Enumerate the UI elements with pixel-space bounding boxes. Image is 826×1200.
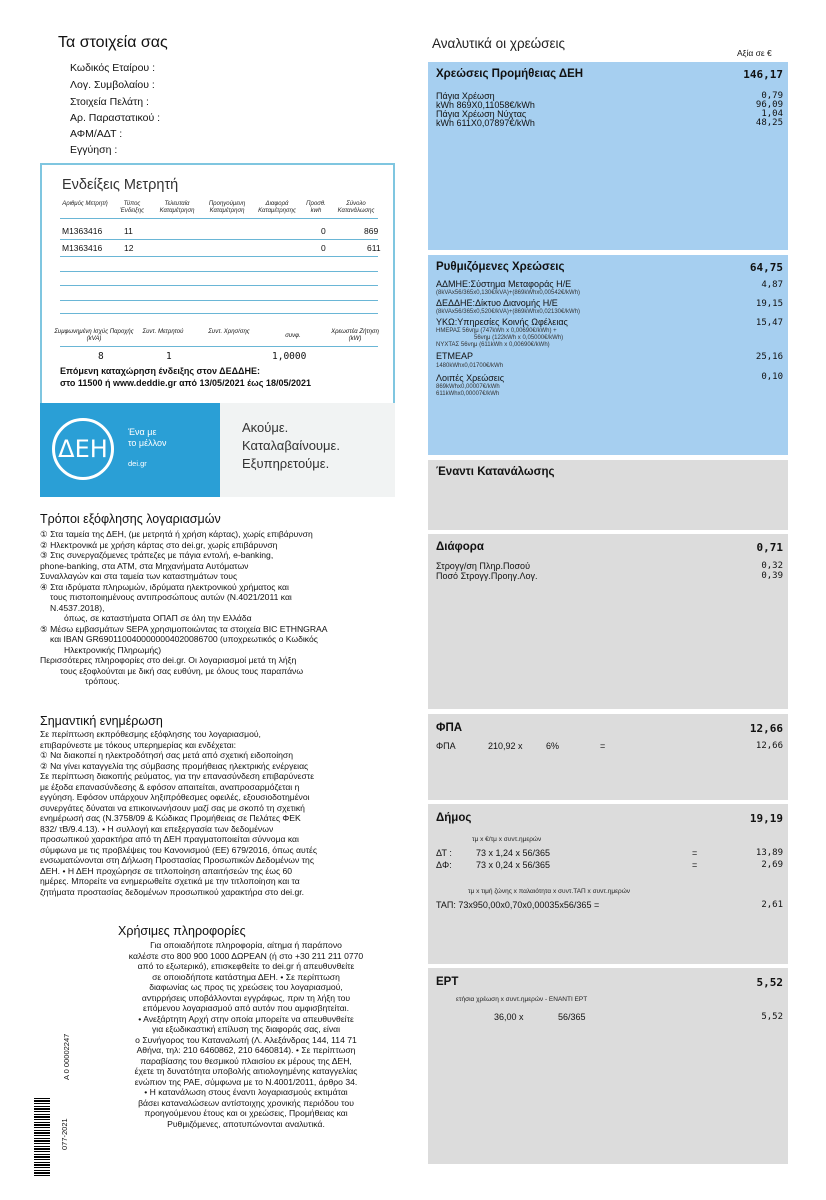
notice-line: ΔΕΗ. • Η ΔΕΗ προχώρησε σε τιτλοποίηση απαιτήσεών της έως 60 — [40, 865, 293, 876]
regulated-total: 64,75 — [749, 261, 783, 274]
payment-line: ④ Στα ιδρύματα πληρωμών, ιδρύματα ηλεκτρονικού χρήματος και — [40, 581, 289, 592]
payment-line: τρόπους. — [85, 676, 120, 686]
vat-panel — [428, 714, 788, 800]
meter-row-1-number: M1363416 — [62, 226, 103, 236]
payment-line: phone-banking, στα ΑΤΜ, στα Μηχανήματα Αυτόματων — [40, 560, 249, 571]
payment-line: ② Ηλεκτρονικά με χρήση κάρτας στο dei.gr, χωρίς επιβάρυνση — [40, 539, 278, 550]
meter-header-number: Αριθμός Μετρητή — [62, 201, 108, 207]
info-line: διαφωνίας ως προς τις χρεώσεις του λογαριασμού, — [149, 982, 343, 992]
supply-item: Πάγια Χρέωση Νύχτας — [436, 109, 527, 119]
df-value: 2,69 — [761, 860, 783, 870]
deddie-detail: (8kVAx56/365x0,520€/kVA)+(869kWhx0,02130€/kWh) — [436, 309, 581, 315]
dt-equals: = — [692, 848, 698, 858]
payment-line: τους εξοφλούνται με δική σας ευθύνη, με όλους τους παραπάνω — [60, 665, 304, 676]
banner-tagline-2: το μέλλον — [128, 438, 167, 448]
tap-calc: ΤΑΠ: 73x950,00x0,70x0,00035x56/365 = — [436, 900, 600, 910]
notice-line: ζητήματα προστασίας δεδομένων προσωπικού χαρακτήρα στο dei.gr. — [40, 886, 305, 897]
notice-line: Σε περίπτωση εκπρόθεσμης εξόφλησης του λογαριασμού, — [40, 729, 261, 739]
meter-row-2-extra: 0 — [321, 243, 326, 253]
meter-row-1-type: 11 — [124, 226, 133, 236]
notice-line: ημέρες. Μπορείτε να ενημερωθείτε σχετικά με την τιτλοποίηση και τα — [40, 876, 300, 886]
notice-line: ① Να διακοπεί η ηλεκτροδότησή σας μετά από σχετική ειδοποίηση — [40, 750, 293, 760]
ert-header: ετήσια χρέωση x συντ.ημερών - ΕΝΑΝΤΙ ΕΡΤ — [456, 996, 588, 1003]
notice-line: επιβαρύνεστε με τόκους υπερημερίας και ενδέχεται: — [40, 739, 237, 750]
meter-header-previous: Προηγούμενη Καταμέτρηση — [208, 201, 246, 214]
meter-readings-box — [40, 163, 395, 409]
vat-value: 12,66 — [755, 741, 783, 751]
customer-info-label: Στοιχεία Πελάτη : — [70, 96, 149, 108]
tap-value: 2,61 — [761, 900, 783, 910]
notice-line: σύμφωνα με τις προβλέψεις του Κανονισμού (ΕΕ) 679/2016, όπως αυτές — [40, 844, 318, 855]
meter-divider — [60, 239, 378, 240]
vat-total: 12,66 — [749, 722, 783, 735]
banner-tagline-1: Ένα με — [128, 427, 157, 437]
important-notice-title: Σημαντική ενημέρωση — [40, 714, 163, 728]
guarantee-label: Εγγύηση : — [70, 144, 118, 156]
payment-methods-title: Τρόποι εξόφλησης λογαριασμών — [40, 512, 221, 526]
payment-line: Περισσότερες πληροφορίες στο dei.gr. Οι λογαριασμοί μετά τη λήξη — [40, 655, 297, 665]
vat-title: ΦΠΑ — [436, 722, 463, 734]
info-line: επόμενου λογαριασμού από αυτόν που αμφισβητείται. — [143, 1003, 349, 1013]
details-title: Τα στοιχεία σας — [58, 34, 168, 51]
notice-line: εγγύηση. Εφόσον υπάρχουν ληξιπρόθεσμες οφειλές, εξουσιοδοτημένοι — [40, 792, 310, 802]
misc-item-value: 0,39 — [761, 571, 783, 581]
yko-detail-day: ΗΜΕΡΑΣ 56νημ (747kWh x 0,00690€/kWh) + — [436, 328, 557, 334]
dt-value: 13,89 — [755, 848, 783, 858]
next-reading-detail: στο 11500 ή www.deddie.gr από 13/05/2021 έως 18/05/2021 — [60, 378, 311, 388]
contract-account-label: Λογ. Συμβολαίου : — [70, 79, 155, 91]
payment-line: τους πιστοποιημένους αντιπροσώπους αυτών (Ν.4021/2011 και — [50, 592, 292, 602]
meter-divider — [60, 218, 378, 219]
supply-title: Χρεώσεις Προμήθειας ΔΕΗ — [436, 68, 584, 80]
misc-panel — [428, 534, 788, 709]
ert-total: 5,52 — [756, 976, 783, 989]
banner-slogan-2: Καταλαβαίνουμε. — [242, 438, 340, 453]
deddie-value: 19,15 — [755, 299, 783, 309]
other-charges-label: Λοιπές Χρεώσεις — [436, 373, 505, 383]
meter-divider — [60, 300, 378, 301]
other-charges-value: 0,10 — [761, 372, 783, 382]
notice-line: προσωπικού χαρακτήρα από τη ΔΕΗ πραγματοποιείται σύννομα και — [40, 834, 299, 844]
meter-divider — [60, 256, 378, 257]
tax-id-label: ΑΦΜ/ΑΔΤ : — [70, 128, 123, 140]
misc-title: Διάφορα — [436, 541, 484, 553]
meter-footer-power-value: 8 — [98, 351, 104, 362]
meter-footer-meter-factor: Συντ. Μετρητού — [142, 329, 184, 335]
meter-divider — [60, 346, 378, 347]
municipal-panel — [428, 804, 788, 964]
next-reading-note — [60, 365, 311, 389]
payment-line: ③ Στις συνεργαζόμενες τράπεζες με πάγια εντολή, e-banking, — [40, 550, 274, 560]
supply-item: kWh 611X0,07897€/kWh — [436, 118, 535, 128]
df-calc: 73 x 0,24 x 56/365 — [476, 860, 551, 870]
info-line: βάσει καταναλώσεων αντίστοιχης χρονικής περιόδου του — [138, 1097, 354, 1108]
consumption-title: Έναντι Κατανάλωσης — [436, 466, 555, 478]
info-line: έχετε τη δυνατότητα υποβολής αιτιολογημένης καταγγελίας — [134, 1066, 358, 1076]
supply-total: 146,17 — [743, 68, 783, 81]
meter-footer-cosphi: συνφ. — [285, 333, 301, 339]
vat-base: 210,92 x — [488, 741, 523, 751]
meter-row-2-type: 12 — [124, 243, 134, 253]
payment-line: ① Στα ταμεία της ΔΕΗ, (με μετρητά ή χρήση κάρτας), χωρίς επιβάρυνση — [40, 529, 313, 539]
notice-line: Σε περίπτωση διακοπής ρεύματος, για την επανασύνδεση επιβαρύνεστε — [40, 771, 315, 781]
payment-line: ⑤ Μέσω εμβασμάτων SEPA χρησιμοποιώντας τα στοιχεία BIC ETHNGRAA — [40, 623, 328, 634]
meter-header-last: Τελευταία Καταμέτρηση — [159, 201, 195, 214]
info-line: για εξωδικαστική επίλυση της διαφοράς σας, είναι — [151, 1024, 340, 1034]
notice-line: με έξοδα επανασύνδεσης & εφόσον απαιτείται, αναπροσαρμόζεται η — [40, 781, 300, 792]
etmear-detail: 1480kWhx0,01700€/kWh — [436, 363, 504, 369]
payment-methods-text — [40, 529, 328, 687]
df-label: ΔΦ: — [436, 860, 452, 870]
yko-label: ΥΚΩ:Υπηρεσίες Κοινής Ωφέλειας — [436, 317, 568, 327]
dt-calc: 73 x 1,24 x 56/365 — [476, 848, 551, 858]
dei-logo: ΔΕΗ — [52, 418, 114, 480]
document-code: Α 0 00002247 — [62, 1033, 71, 1080]
df-equals: = — [692, 860, 698, 870]
info-line: Αθήνα, τηλ: 210 6460862, 210 6460814). • Σε περίπτωση — [136, 1045, 356, 1055]
tap-header: τμ x τιμή ζώνης x παλαιότητα x συντ.ΤΑΠ x συντ.ημερών — [468, 888, 631, 895]
meter-header-total: Σύνολο Κατανάλωσης — [337, 201, 375, 214]
payment-line: Ηλεκτρονικής Πληρωμής) — [64, 644, 162, 655]
dt-label: ΔΤ : — [436, 848, 452, 858]
info-line: σε οποιοδήποτε κατάστημα ΔΕΗ. • Σε περίπτωση — [152, 971, 340, 982]
meter-header-type: Τύπος Ένδειξης — [120, 201, 144, 214]
useful-info-title: Χρήσιμες πληροφορίες — [118, 924, 246, 938]
deddie-label: ΔΕΔΔΗΕ:Δίκτυο Διανομής Η/Ε — [436, 298, 558, 308]
meter-divider — [60, 285, 378, 286]
meter-footer-usage-factor: Συντ. Χρησ/σης — [208, 329, 250, 335]
payment-line: και IBAN GR6901100400000004020086700 (υποχρεωτικός ο Κωδικός — [50, 634, 318, 644]
supply-item: Πάγια Χρέωση — [436, 91, 495, 101]
misc-total: 0,71 — [756, 541, 783, 554]
meter-header-extra: Προσθ. kwh — [306, 201, 326, 214]
misc-item: Ποσό Στρογγ.Προηγ.Λογ. — [436, 571, 538, 581]
supply-item-value: 96,09 — [755, 100, 783, 110]
municipal-total: 19,19 — [749, 812, 783, 825]
ert-calc-amount: 36,00 x — [494, 1012, 524, 1022]
payment-line: όπως, σε καταστήματα ΟΠΑΠ σε όλη την Ελλάδα — [64, 613, 252, 623]
document-year-code: 077-2021 — [60, 1118, 69, 1150]
info-line: καλέστε στο 800 900 1000 ΔΩΡΕΑΝ (ή στο +30 211 211 0770 — [128, 950, 364, 961]
banner-slogan-1: Ακούμε. — [242, 420, 289, 435]
ert-calc-days: 56/365 — [558, 1012, 586, 1022]
charges-title: Αναλυτικά οι χρεώσεις — [432, 36, 566, 51]
misc-item: Στρογγ/ση Πληρ.Ποσού — [436, 561, 530, 571]
other-charges-detail: 869kWhx0,00007€/kWh — [436, 384, 500, 390]
ert-value: 5,52 — [761, 1012, 783, 1022]
admie-value: 4,87 — [761, 280, 783, 290]
meter-footer-cosphi-value: 1,0000 — [272, 351, 307, 362]
admie-label: ΑΔΜΗΕ:Σύστημα Μεταφοράς Η/Ε — [436, 279, 572, 289]
yko-detail-night: ΝΥΧΤΑΣ 56νημ (611kWh x 0,00690€/kWh) — [436, 342, 550, 348]
yko-value: 15,47 — [755, 318, 783, 328]
other-charges-detail: 611kWhx0,00007€/kWh — [436, 391, 500, 397]
admie-detail: (8kVAx56/365x0,130€/kVA)+(869kWhx0,00542€/kWh) — [436, 290, 581, 296]
misc-item-value: 0,32 — [761, 561, 783, 571]
info-line: • Ανεξάρτητη Αρχή στην οποία μπορείτε να απευθυνθείτε — [138, 1013, 354, 1024]
vat-rate: 6% — [546, 741, 560, 751]
meter-footer-meter-factor-value: 1 — [166, 351, 172, 362]
etmear-value: 25,16 — [755, 352, 783, 362]
notice-line: 832/ τΒ/9.4.13). • Η συλλογή και επεξεργασία των δεδομένων — [40, 823, 274, 834]
values-label: Αξία σε € — [737, 48, 772, 58]
promo-banner — [40, 403, 395, 497]
meter-divider — [60, 313, 378, 314]
meter-row-2-number: M1363416 — [62, 243, 103, 253]
meter-row-2-total: 611 — [367, 243, 381, 253]
meter-footer-demand: Χρεωστέα Ζήτηση (kW) — [331, 329, 379, 342]
banner-slogan-3: Εξυπηρετούμε. — [242, 456, 330, 471]
barcode — [34, 1098, 50, 1176]
info-line: • Η κατανάλωση στους έναντι λογαριασμούς εκτιμάται — [144, 1087, 348, 1097]
useful-info-text — [86, 940, 406, 1129]
info-line: παραβίασης του θεσμικού πλαισίου εκ μέρους της ΔΕΗ, — [140, 1055, 352, 1066]
supply-item-value: 48,25 — [755, 118, 783, 128]
payment-line: Συναλλαγών και στα ταμεία των καταστημάτων τους — [40, 571, 238, 581]
consumption-panel — [428, 460, 788, 530]
notice-line: συνεργάτες δύναται να επικοινωνήσουν μαζί σας με σκοπό τη σχετική — [40, 802, 305, 813]
meter-row-1-extra: 0 — [321, 226, 326, 236]
yko-detail-day-2: 56νημ (122kWh x 0,05000€/kWh) — [474, 335, 564, 341]
banner-blue-area — [40, 403, 220, 497]
regulated-title: Ρυθμιζόμενες Χρεώσεις — [436, 261, 565, 273]
supply-item: kWh 869X0,11058€/kWh — [436, 100, 535, 110]
info-line: ενώπιον της ΡΑΕ, σύμφωνα με το Ν.4001/2011, άρθρο 34. — [134, 1076, 358, 1087]
municipal-title: Δήμος — [436, 812, 472, 824]
notice-line: ενσωματώνονται στη Δήλωση Προστασίας Προσωπικών Δεδομένων της — [40, 855, 314, 865]
info-line: ο Συνήγορος του Καταναλωτή (Λ. Αλεξάνδρας 144, 114 71 — [135, 1034, 357, 1045]
supply-charges-panel — [428, 62, 788, 250]
ert-panel — [428, 968, 788, 1164]
municipal-header: τμ x €/τμ x συντ.ημερών — [472, 836, 542, 843]
vat-label: ΦΠΑ — [436, 741, 456, 751]
info-line: αντιρρήσεις υποβάλλονται εγγράφως, πριν τη λήξη του — [141, 992, 351, 1003]
etmear-label: ΕΤΜΕΑΡ — [436, 351, 474, 361]
meter-footer-power: Συμφωνημένη Ισχύς Παροχής (kVA) — [54, 329, 134, 342]
vat-equals: = — [600, 741, 606, 751]
regulated-charges-panel — [428, 255, 788, 455]
meter-title: Ενδείξεις Μετρητή — [62, 177, 179, 193]
important-notice-text — [40, 729, 317, 897]
supply-item-value: 0,79 — [761, 91, 783, 101]
next-reading-title: Επόμενη καταχώρηση ένδειξης στον ΔΕΔΔΗΕ: — [60, 366, 261, 376]
meter-header-diff: Διαφορά Καταμέτρησης — [258, 201, 296, 214]
meter-row-1-total: 869 — [364, 226, 379, 236]
notice-line: ② Να γίνει καταγγελία της σύμβασης προμήθειας ηλεκτρικής ενέργειας — [40, 760, 309, 771]
notice-line: ενημέρωσή σας (Ν.3758/09 & Κώδικας Προμήθειας σε Πελάτες ΦΕΚ — [40, 813, 301, 823]
ert-title: ΕΡΤ — [436, 976, 459, 988]
meter-divider — [60, 271, 378, 272]
banner-site: dei.gr — [128, 459, 147, 468]
info-line: Ρυθμιζόμενες, αποτυπώνονται αναλυτικά. — [167, 1118, 325, 1129]
document-number-label: Αρ. Παραστατικού : — [70, 112, 161, 124]
info-line: από το εξωτερικό), επισκεφθείτε το dei.gr ή απευθυνθείτε — [137, 961, 355, 971]
partner-code-label: Κωδικός Εταίρου : — [70, 62, 155, 74]
info-line: προηγούμενου έτους και οι χρεώσεις, Προμήθειας και — [144, 1108, 348, 1118]
payment-line: Ν.4537.2018), — [50, 602, 105, 613]
info-line: Για οποιαδήποτε πληροφορία, αίτημα ή παράπονο — [150, 940, 342, 950]
supply-item-value: 1,04 — [761, 109, 783, 119]
